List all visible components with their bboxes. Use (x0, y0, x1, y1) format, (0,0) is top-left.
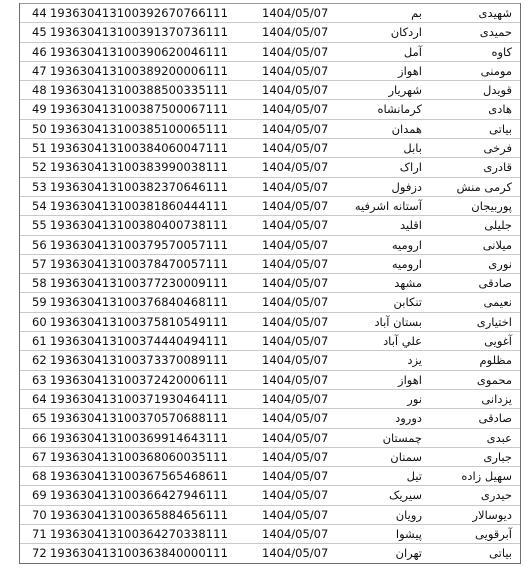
name-cell: جباری (483, 449, 512, 464)
table-row (20, 543, 520, 562)
city-cell: دورود (395, 411, 422, 426)
city-cell: چمستان (382, 430, 422, 445)
row-number: 53 (32, 179, 47, 194)
table-row (20, 157, 520, 176)
city-cell: اردکان (390, 25, 422, 40)
tracking-code: 193630413100382370646111 (50, 179, 228, 194)
table-row (20, 80, 520, 99)
date-cell: 1404/05/07 (262, 353, 329, 368)
city-cell: کرمانشاه (377, 102, 422, 117)
name-cell: قویدل (482, 83, 512, 98)
row-number: 71 (32, 527, 47, 542)
table-row (20, 99, 520, 118)
tracking-code: 193630413100373370089111 (50, 353, 228, 368)
table-row (20, 350, 520, 369)
row-number: 65 (32, 411, 47, 426)
table-row (20, 524, 520, 543)
tracking-code: 193630413100390620046111 (50, 44, 228, 59)
city-cell: تنکابن (393, 295, 422, 310)
table-row (20, 389, 520, 408)
row-number: 57 (32, 256, 47, 271)
name-cell: دیوسالار (472, 507, 512, 522)
row-number: 67 (32, 449, 47, 464)
city-cell: آستانه اشرفیه (354, 198, 422, 213)
city-cell: بابل (403, 141, 422, 156)
tracking-code: 193630413100381860444111 (50, 198, 228, 213)
row-number: 66 (32, 430, 47, 445)
date-cell: 1404/05/07 (262, 141, 329, 156)
table-row (20, 215, 520, 234)
tracking-code: 193630413100365884656111 (50, 507, 228, 522)
name-cell: حیدری (480, 488, 512, 503)
table-row (20, 312, 520, 331)
city-cell: اهواز (398, 372, 422, 387)
name-cell: کاوه (491, 44, 512, 59)
name-cell: پوربیجان (471, 198, 512, 213)
table-row (20, 331, 520, 350)
date-cell: 1404/05/07 (262, 121, 329, 136)
tracking-code: 193630413100378470057111 (50, 256, 228, 271)
date-cell: 1404/05/07 (262, 546, 329, 561)
date-cell: 1404/05/07 (262, 527, 329, 542)
name-cell: صادقی (478, 411, 512, 426)
row-number: 47 (32, 63, 47, 78)
date-cell: 1404/05/07 (262, 198, 329, 213)
table-row (20, 254, 520, 273)
name-cell: حمیدی (479, 25, 512, 40)
city-cell: سیریک (389, 488, 422, 503)
city-cell: علي آباد (383, 334, 422, 349)
row-number: 62 (32, 353, 47, 368)
date-cell: 1404/05/07 (262, 44, 329, 59)
table-row (20, 196, 520, 215)
city-cell: بم (411, 6, 422, 20)
tracking-code: 193630413100383990038111 (50, 160, 228, 175)
city-cell: دزفول (391, 179, 422, 194)
row-number: 55 (32, 218, 47, 233)
name-cell: فرخی (483, 141, 512, 156)
city-cell: سمنان (390, 449, 422, 464)
name-cell: بیاتی (489, 546, 512, 561)
city-cell: مشهد (394, 276, 422, 291)
row-number: 44 (32, 6, 47, 20)
city-cell: تیل (406, 469, 422, 484)
name-cell: قادری (483, 160, 512, 175)
row-number: 45 (32, 25, 47, 40)
table-row (20, 505, 520, 524)
table-row (20, 408, 520, 427)
row-number: 50 (32, 121, 47, 136)
table-row (20, 42, 520, 61)
date-cell: 1404/05/07 (262, 237, 329, 252)
table-row (20, 273, 520, 292)
row-number: 58 (32, 276, 47, 291)
tracking-code: 193630413100372420006111 (50, 372, 228, 387)
name-cell: بیاتی (489, 121, 512, 136)
row-number: 60 (32, 314, 47, 329)
city-cell: یزد (407, 353, 422, 368)
name-cell: هادی (488, 102, 512, 117)
tracking-code: 193630413100375810549111 (50, 314, 228, 329)
table-row (20, 485, 520, 504)
tracking-code: 193630413100380400738111 (50, 218, 228, 233)
tracking-code: 193630413100391370736111 (50, 25, 228, 40)
name-cell: صادقی (478, 276, 512, 291)
name-cell: محموی (476, 372, 512, 387)
row-number: 51 (32, 141, 47, 156)
name-cell: شهیدی (478, 6, 512, 20)
tracking-code: 193630413100364270338111 (50, 527, 228, 542)
table-row (20, 428, 520, 447)
city-cell: بستان آباد (374, 314, 422, 329)
row-number: 70 (32, 507, 47, 522)
row-number: 46 (32, 44, 47, 59)
tracking-code: 193630413100384060047111 (50, 141, 228, 156)
tracking-code: 193630413100374440494111 (50, 334, 228, 349)
name-cell: آبرقویی (475, 527, 512, 542)
date-cell: 1404/05/07 (262, 430, 329, 445)
date-cell: 1404/05/07 (262, 256, 329, 271)
row-number: 61 (32, 334, 47, 349)
tracking-code: 193630413100387500067111 (50, 102, 228, 117)
row-number: 68 (32, 469, 47, 484)
date-cell: 1404/05/07 (262, 179, 329, 194)
tracking-code: 193630413100366427946111 (50, 488, 228, 503)
city-cell: رویان (395, 507, 422, 522)
name-cell: سهیل زاده (461, 469, 512, 484)
date-cell: 1404/05/07 (262, 411, 329, 426)
date-cell: 1404/05/07 (262, 314, 329, 329)
records-table (19, 3, 521, 564)
row-number: 48 (32, 83, 47, 98)
tracking-code: 193630413100369914643111 (50, 430, 228, 445)
tracking-code: 193630413100363840000111 (50, 546, 228, 561)
city-cell: پیشوا (395, 527, 422, 542)
name-cell: کرمی منش (456, 179, 512, 194)
date-cell: 1404/05/07 (262, 276, 329, 291)
tracking-code: 193630413100370570688111 (50, 411, 228, 426)
date-cell: 1404/05/07 (262, 6, 329, 20)
name-cell: جلیلی (484, 218, 512, 233)
tracking-code: 193630413100388500335111 (50, 83, 228, 98)
city-cell: اراک (399, 160, 422, 175)
tracking-code: 193630413100385100065111 (50, 121, 228, 136)
row-number: 52 (32, 160, 47, 175)
table-row (20, 292, 520, 311)
date-cell: 1404/05/07 (262, 469, 329, 484)
date-cell: 1404/05/07 (262, 218, 329, 233)
tracking-code: 193630413100368060035111 (50, 449, 228, 464)
date-cell: 1404/05/07 (262, 372, 329, 387)
tracking-code: 193630413100367565468611 (50, 469, 228, 484)
city-cell: اقلید (399, 218, 422, 233)
tracking-code: 193630413100371930464111 (50, 391, 228, 406)
name-cell: مومنی (480, 63, 512, 78)
table-row (20, 3, 520, 22)
table-row (20, 370, 520, 389)
date-cell: 1404/05/07 (262, 25, 329, 40)
row-number: 63 (32, 372, 47, 387)
city-cell: ارومیه (391, 237, 422, 252)
city-cell: نور (407, 391, 422, 406)
row-number: 56 (32, 237, 47, 252)
date-cell: 1404/05/07 (262, 63, 329, 78)
table-row (20, 235, 520, 254)
table-row (20, 119, 520, 138)
date-cell: 1404/05/07 (262, 507, 329, 522)
tracking-code: 193630413100392670766111 (50, 6, 228, 20)
row-number: 49 (32, 102, 47, 117)
row-number: 59 (32, 295, 47, 310)
name-cell: اختیاری (476, 314, 512, 329)
row-number: 54 (32, 198, 47, 213)
row-number: 72 (32, 546, 47, 561)
name-cell: یزدانی (481, 391, 512, 406)
name-cell: میلانی (482, 237, 512, 252)
tracking-code: 193630413100389200006111 (50, 63, 228, 78)
name-cell: نوری (488, 256, 512, 271)
tracking-code: 193630413100376840468111 (50, 295, 228, 310)
row-number: 64 (32, 391, 47, 406)
table-row (20, 447, 520, 466)
row-number: 69 (32, 488, 47, 503)
table-row (20, 61, 520, 80)
date-cell: 1404/05/07 (262, 488, 329, 503)
city-cell: آمل (403, 44, 422, 59)
name-cell: عبدی (486, 430, 512, 445)
date-cell: 1404/05/07 (262, 391, 329, 406)
table-row (20, 466, 520, 485)
name-cell: نعیمی (483, 295, 512, 310)
date-cell: 1404/05/07 (262, 449, 329, 464)
table-row (20, 177, 520, 196)
city-cell: همدان (391, 121, 422, 136)
date-cell: 1404/05/07 (262, 102, 329, 117)
name-cell: مظلوم (479, 353, 512, 368)
city-cell: شهریار (388, 83, 422, 98)
table-row (20, 22, 520, 41)
date-cell: 1404/05/07 (262, 83, 329, 98)
city-cell: اهواز (398, 63, 422, 78)
date-cell: 1404/05/07 (262, 295, 329, 310)
city-cell: تهران (395, 546, 422, 561)
city-cell: ارومیه (391, 256, 422, 271)
table-row (20, 138, 520, 157)
name-cell: آغویی (484, 334, 512, 349)
date-cell: 1404/05/07 (262, 334, 329, 349)
date-cell: 1404/05/07 (262, 160, 329, 175)
tracking-code: 193630413100379570057111 (50, 237, 228, 252)
tracking-code: 193630413100377230009111 (50, 276, 228, 291)
